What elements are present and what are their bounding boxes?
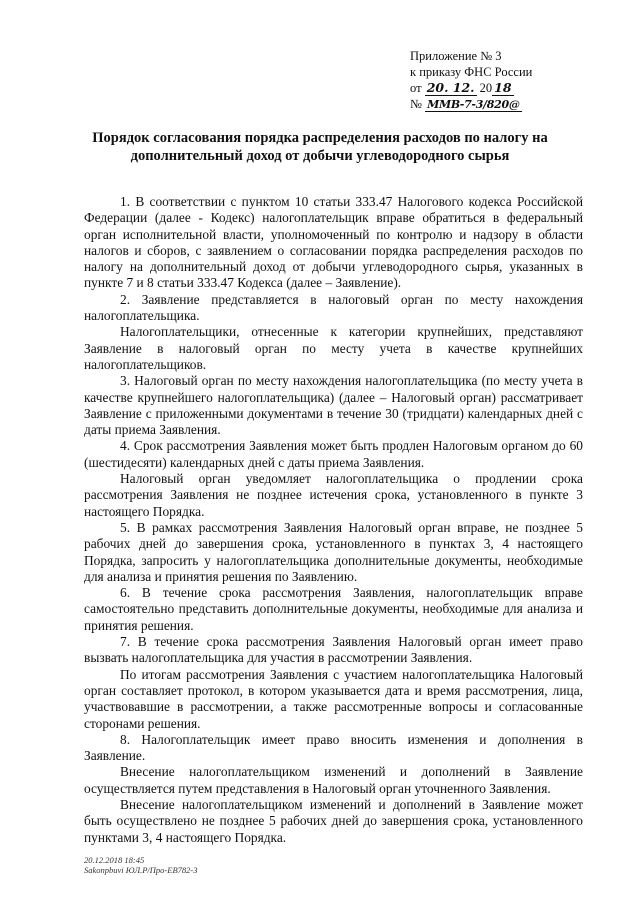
footer-stamp bbox=[84, 855, 344, 875]
annex-line-2: к приказу ФНС России bbox=[410, 64, 533, 79]
footer-reference: Sakonpbuvi ЮЛ.Р/Про-ЕВ782-3 bbox=[84, 865, 198, 875]
paragraph: Внесение налогоплательщиком изменений и дополнений в Заявление может быть осуществлено не позднее 5 рабочих дней до завершения срока, установленного пунктами 3, 4 настоящего Порядка. bbox=[84, 796, 583, 845]
title-line-1: Порядок согласования порядка распределения расходов по налогу на bbox=[92, 130, 548, 146]
paragraph: Налоговый орган уведомляет налогоплательщика о продлении срока рассмотрения Заявления не позднее истечения срока, установленного в пункте 3 настоящего Порядка. bbox=[84, 471, 583, 519]
annex-number bbox=[410, 97, 610, 113]
paragraph: 4. Срок рассмотрения Заявления может быть продлен Налоговым органом до 60 (шестидесяти) календарных дней с даты приема Заявления. bbox=[84, 438, 583, 470]
paragraph: По итогам рассмотрения Заявления с участием налогоплательщика Налоговый орган составляет протокол, в котором указывается дата и время рассмотрения, лица, участвовавшие в рассмотрении, а также рассмотренные вопросы и согласованные сторонами решения. bbox=[84, 666, 583, 731]
paragraph: 3. Налоговый орган по месту нахождения налогоплательщика (по месту учета в качестве крупнейшего налогоплательщика) (далее – Налоговый орган) рассматривает Заявление с приложенными документами в течение 30 (тридцати) календарных дней с даты приема Заявления. bbox=[84, 373, 583, 438]
paragraph: Внесение налогоплательщиком изменений и дополнений в Заявление осуществляется путем представления в Налоговый орган уточненного Заявления. bbox=[84, 764, 583, 796]
annex-date bbox=[410, 80, 610, 97]
paragraph: 6. В течение срока рассмотрения Заявления, налогоплательщик вправе самостоятельно представить дополнительные документы, необходимые для анализа и принятия решения. bbox=[84, 585, 583, 633]
handwritten-date-year: 18 bbox=[494, 80, 512, 95]
paragraph: 8. Налогоплательщик имеет право вносить изменения и дополнения в Заявление. bbox=[84, 731, 583, 764]
title-line-2: дополнительный доход от добычи углеводородного сырья bbox=[130, 148, 510, 164]
annex-block bbox=[410, 49, 610, 112]
date-prefix: от bbox=[410, 81, 422, 95]
paragraph: 7. В течение срока рассмотрения Заявления Налоговый орган имеет право вызвать налогоплательщика для участия в рассмотрении Заявления. bbox=[84, 634, 583, 666]
paragraph: 1. В соответствии с пунктом 10 статьи 333.47 Налогового кодекса Российской Федерации (далее - Кодекс) налогоплательщик вправе обратиться в федеральный орган исполнительной власти, уполномоченный по контролю и надзору в области налогов и сборов, с заявлением о согласовании порядка распределения расходов по налогу на дополнительный доход от добычи углеводородного сырья, указанных в пункте 7 и 8 статьи 333.47 Кодекса (далее – Заявление). bbox=[84, 194, 583, 291]
footer-timestamp: 20.12.2018 18:45 bbox=[84, 855, 145, 865]
annex-line-1: Приложение № 3 bbox=[410, 49, 502, 63]
paragraph: 2. Заявление представляется в налоговый орган по месту нахождения налогоплательщика. bbox=[84, 291, 583, 324]
document-title bbox=[60, 129, 580, 165]
paragraph: 5. В рамках рассмотрения Заявления Налоговый орган вправе, не позднее 5 рабочих дней до завершения срока, установленного в пунктах 3, 4 настоящего Порядка, запросить у налогоплательщика дополнительные документы, необходимые для анализа и принятия решения по Заявлению. bbox=[84, 519, 583, 584]
handwritten-order-number: ММВ-7-3/820@ bbox=[427, 97, 520, 111]
number-prefix: № bbox=[410, 96, 422, 111]
handwritten-date-day: 20. 12. bbox=[426, 80, 475, 95]
document-body bbox=[84, 194, 583, 846]
paragraph: Налогоплательщики, отнесенные к категории крупнейших, представляют Заявление в налоговый орган по месту учета в качестве крупнейших налогоплательщиков. bbox=[84, 324, 583, 372]
date-year: 20 bbox=[479, 81, 493, 95]
